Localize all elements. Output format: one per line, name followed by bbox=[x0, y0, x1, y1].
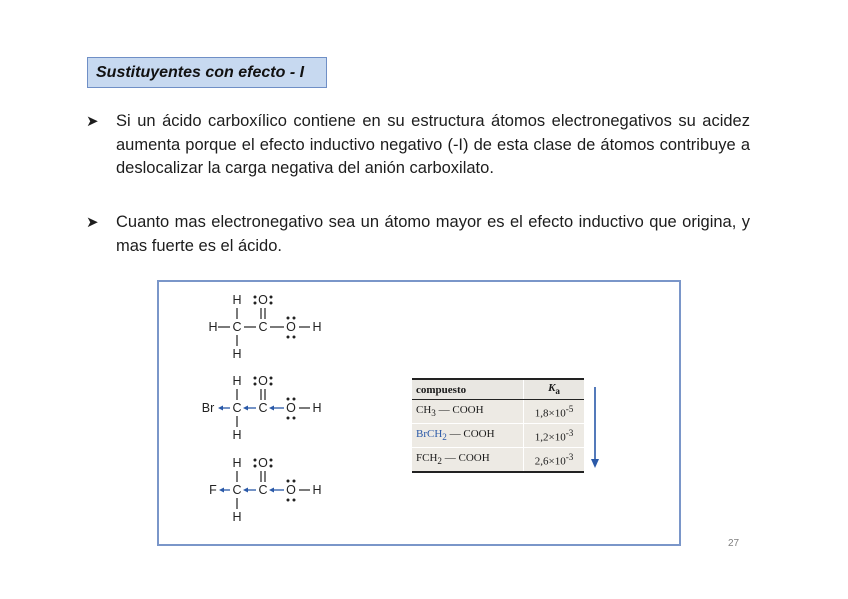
atom-carbon: C bbox=[232, 483, 242, 497]
inductive-arrowhead bbox=[243, 488, 248, 493]
compound-prefix: FCH bbox=[416, 452, 438, 465]
lone-pair-dot bbox=[293, 499, 296, 502]
lone-pair-dot bbox=[254, 302, 257, 305]
bullet-arrow-icon: ➤ bbox=[86, 214, 99, 231]
ka-exponent: -3 bbox=[565, 427, 574, 438]
compound-index: 2 bbox=[442, 432, 447, 443]
lone-pair-dot bbox=[293, 317, 296, 320]
lone-pair-dot bbox=[254, 459, 257, 462]
compound-acid: — COOH bbox=[441, 452, 490, 465]
acidity-trend-arrow-icon bbox=[589, 387, 601, 469]
ka-exponent: -5 bbox=[565, 403, 574, 414]
substituent-atom: Br bbox=[201, 401, 215, 415]
atom-hydrogen: H bbox=[312, 320, 322, 334]
compound-cell bbox=[412, 424, 524, 448]
header-ka-subscript: a bbox=[555, 386, 560, 397]
compound-cell bbox=[412, 400, 524, 424]
header-ka bbox=[524, 379, 584, 400]
atom-hydrogen: H bbox=[232, 293, 242, 307]
atom-hydrogen: H bbox=[232, 347, 242, 361]
ka-base: 1,2×10 bbox=[534, 431, 566, 444]
atom-carbon: C bbox=[232, 320, 242, 334]
lone-pair-dot bbox=[293, 480, 296, 483]
inductive-arrowhead bbox=[269, 488, 274, 493]
compound-index: 3 bbox=[431, 408, 436, 419]
compound-index: 2 bbox=[437, 456, 442, 467]
inductive-arrowhead bbox=[218, 406, 223, 411]
lone-pair-dot bbox=[270, 296, 273, 299]
atom-carbon: C bbox=[258, 483, 268, 497]
ka-base: 2,6×10 bbox=[534, 455, 566, 468]
atom-carbon: C bbox=[258, 320, 268, 334]
bullet-arrow-icon: ➤ bbox=[86, 113, 99, 130]
atom-carbon: C bbox=[258, 401, 268, 415]
lone-pair-dot bbox=[254, 383, 257, 386]
lone-pair-dot bbox=[293, 417, 296, 420]
atom-oxygen: O bbox=[258, 374, 268, 388]
atom-carbon: C bbox=[232, 401, 242, 415]
ka-cell bbox=[524, 448, 584, 473]
atom-hydrogen: H bbox=[232, 374, 242, 388]
molecule-acetic-acid bbox=[208, 293, 321, 361]
slide-title-text: Sustituyentes con efecto - I bbox=[96, 63, 305, 81]
bullet-text: Si un ácido carboxílico contiene en su estructura átomos electronegativos su acidez aumenta porque el efecto inductivo negativo (-I) de esta clase de átomos contribuye a deslocalizar la carga negativa del anión carboxilato. bbox=[116, 112, 750, 177]
ka-exponent: -3 bbox=[565, 451, 574, 462]
lone-pair-dot bbox=[254, 377, 257, 380]
atom-oxygen: O bbox=[258, 456, 268, 470]
ka-cell bbox=[524, 424, 584, 448]
lone-pair-dot bbox=[270, 302, 273, 305]
inductive-arrowhead bbox=[219, 488, 224, 493]
inductive-arrowhead bbox=[243, 406, 248, 411]
atom-hydrogen: H bbox=[312, 483, 322, 497]
lone-pair-dot bbox=[293, 398, 296, 401]
table-row bbox=[412, 400, 584, 424]
page-number: 27 bbox=[728, 538, 740, 549]
ka-base: 1,8×10 bbox=[534, 407, 566, 420]
compound-acid: — COOH bbox=[446, 428, 495, 441]
table-header-row bbox=[412, 379, 584, 400]
atom-oxygen: O bbox=[286, 483, 296, 497]
table-row bbox=[412, 424, 584, 448]
lone-pair-dot bbox=[287, 480, 290, 483]
lone-pair-dot bbox=[270, 383, 273, 386]
compound-cell bbox=[412, 448, 524, 473]
substituent-atom: F bbox=[209, 483, 217, 497]
atom-oxygen: O bbox=[258, 293, 268, 307]
molecule-fluoroacetic-acid bbox=[209, 456, 321, 524]
atom-hydrogen: H bbox=[312, 401, 322, 415]
lone-pair-dot bbox=[270, 377, 273, 380]
atom-hydrogen: H bbox=[232, 510, 242, 524]
lone-pair-dot bbox=[270, 465, 273, 468]
lone-pair-dot bbox=[270, 459, 273, 462]
atom-hydrogen: H bbox=[232, 428, 242, 442]
bullet-text: Cuanto mas electronegativo sea un átomo mayor es el efecto inductivo que origina, y mas fuerte es el ácido. bbox=[116, 213, 750, 255]
atom-oxygen: O bbox=[286, 320, 296, 334]
compound-prefix: CH bbox=[416, 404, 432, 417]
header-compound: compuesto bbox=[412, 379, 524, 400]
header-ka-symbol: K bbox=[548, 382, 556, 395]
lone-pair-dot bbox=[254, 465, 257, 468]
compound-acid: — COOH bbox=[435, 404, 484, 417]
substituent-atom: H bbox=[208, 320, 218, 334]
lone-pair-dot bbox=[287, 398, 290, 401]
molecule-bromoacetic-acid bbox=[202, 374, 322, 442]
lone-pair-dot bbox=[293, 336, 296, 339]
lone-pair-dot bbox=[254, 296, 257, 299]
lone-pair-dot bbox=[287, 499, 290, 502]
lone-pair-dot bbox=[287, 417, 290, 420]
acidity-table bbox=[412, 378, 584, 473]
compound-prefix: BrCH bbox=[416, 428, 443, 441]
ka-cell bbox=[524, 400, 584, 424]
inductive-arrowhead bbox=[269, 406, 274, 411]
atom-oxygen: O bbox=[286, 401, 296, 415]
table-row bbox=[412, 448, 584, 473]
lone-pair-dot bbox=[287, 317, 290, 320]
atom-hydrogen: H bbox=[232, 456, 242, 470]
lone-pair-dot bbox=[287, 336, 290, 339]
